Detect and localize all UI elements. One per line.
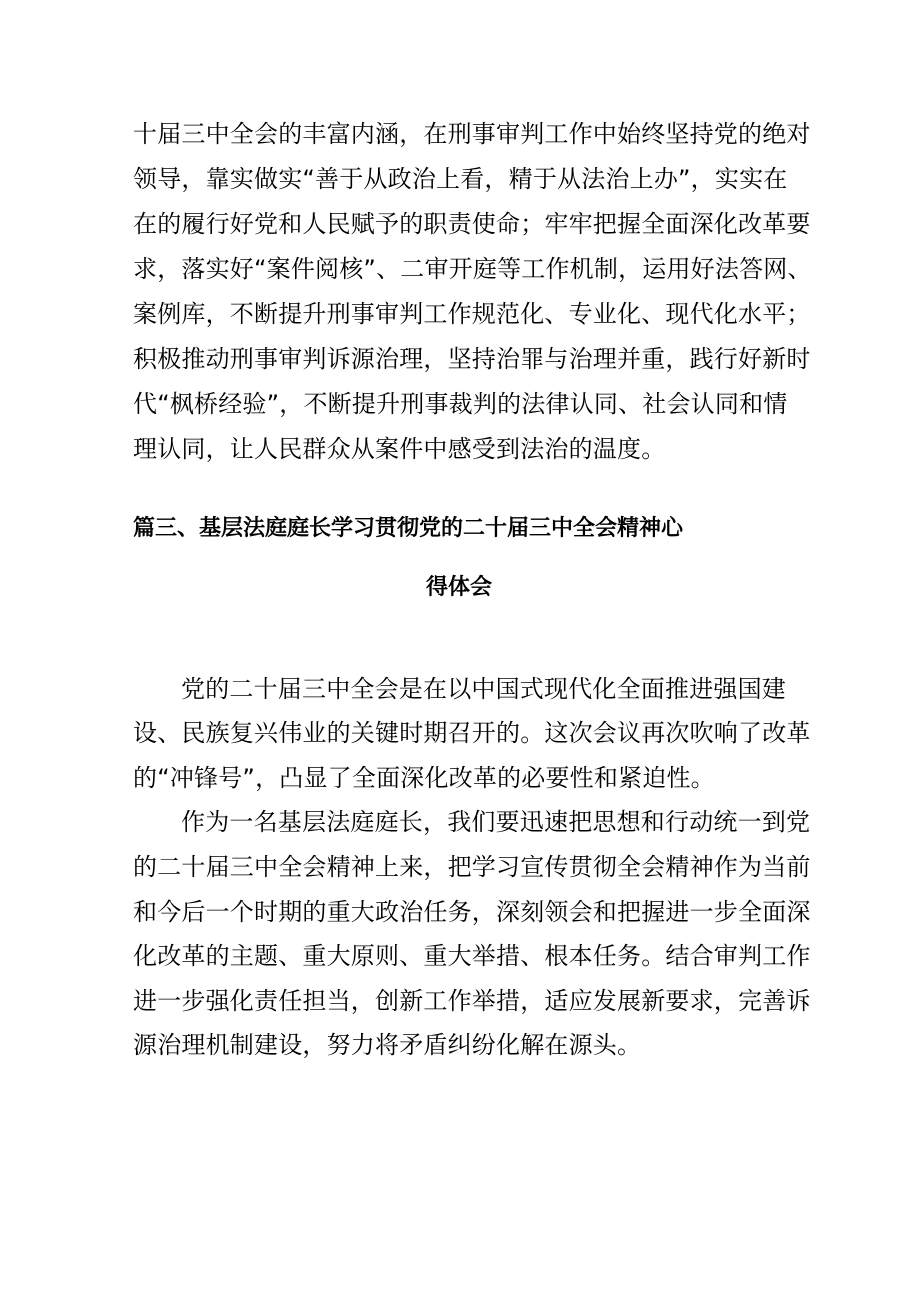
paragraph-line: 党的二十届三中全会是在以中国式现代化全面推进强国建	[181, 675, 786, 703]
paragraph-line: 积极推动刑事审判诉源治理，坚持治罪与治理并重，践行好新时	[133, 345, 811, 373]
paragraph-line: 作为一名基层法庭庭长，我们要迅速把思想和行动统一到党	[181, 808, 811, 836]
paragraph-line: 在的履行好党和人民赋予的职责使命；牢牢把握全面深化改革要	[133, 210, 811, 238]
paragraph-line: 十届三中全会的丰富内涵，在刑事审判工作中始终坚持党的绝对	[133, 120, 811, 148]
paragraph-line: 理认同，让人民群众从案件中感受到法治的温度。	[133, 435, 666, 463]
paragraph-line: 代“枫桥经验”，不断提升刑事裁判的法律认同、社会认同和情	[133, 390, 788, 418]
paragraph-line: 化改革的主题、重大原则、重大举措、根本任务。结合审判工作	[133, 942, 811, 970]
paragraph-line: 进一步强化责任担当，创新工作举措，适应发展新要求，完善诉	[133, 987, 811, 1015]
section-heading-line1: 篇三、基层法庭庭长学习贯彻党的二十届三中全会精神心	[133, 516, 684, 541]
paragraph-line: 和今后一个时期的重大政治任务，深刻领会和把握进一步全面深	[133, 898, 811, 926]
paragraph-line: 领导，靠实做实“善于从政治上看，精于从法治上办”，实实在	[133, 165, 788, 193]
paragraph-line: 的“冲锋号”，凸显了全面深化改革的必要性和紧迫性。	[133, 764, 715, 792]
paragraph-line: 设、民族复兴伟业的关键时期召开的。这次会议再次吹响了改革	[133, 719, 811, 747]
section-heading-line2: 得体会	[426, 575, 493, 600]
paragraph-line: 求，落实好“案件阅核”、二审开庭等工作机制，运用好法答网、	[133, 255, 812, 283]
paragraph-line: 的二十届三中全会精神上来，把学习宣传贯彻全会精神作为当前	[133, 853, 811, 881]
paragraph-line: 案例库，不断提升刑事审判工作规范化、专业化、现代化水平；	[133, 300, 811, 328]
paragraph-line: 源治理机制建设，努力将矛盾纠纷化解在源头。	[133, 1031, 642, 1059]
